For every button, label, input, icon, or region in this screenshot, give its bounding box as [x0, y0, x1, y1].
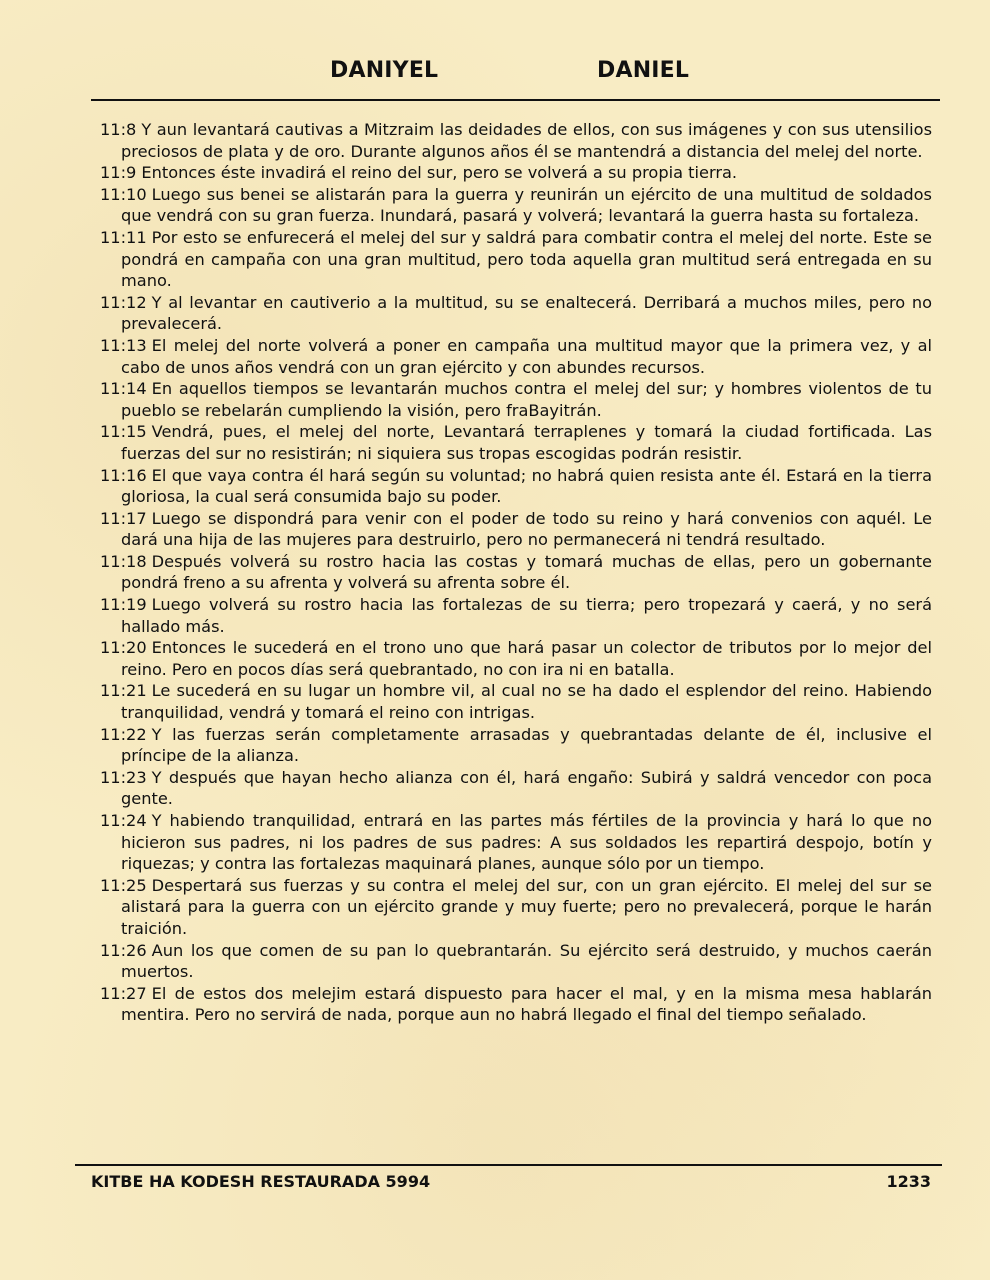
verse [100, 724, 932, 767]
verse-reference: 11:20 [100, 638, 147, 658]
verse [100, 551, 932, 594]
verse-text: El que vaya contra él hará según su voluntad; no habrá quien resista ante él. Estará en la tierra gloriosa, la cual será consumida bajo su poder. [121, 465, 932, 507]
verse-reference: 11:24 [100, 811, 147, 830]
verse-reference: 11:14 [100, 379, 147, 399]
verse-text: Por esto se enfurecerá el melej del sur y saldrá para combatir contra el melej del norte. Este se pondrá en campaña con una gran multitud, pero toda aquella gran multitud será entregada en su mano. [121, 227, 932, 291]
verse-text: Y al levantar en cautiverio a la multitud, su se enaltecerá. Derribará a muchos miles, pero no prevalecerá. [121, 292, 932, 334]
book-title-spanish: DANIEL [597, 58, 690, 83]
verse-reference: 11:25 [100, 875, 147, 895]
header-divider [91, 99, 940, 101]
verse [100, 637, 932, 680]
verse [100, 292, 932, 335]
verse-reference: 11:23 [100, 767, 147, 787]
verse-reference: 11:10 [100, 184, 147, 204]
verse [100, 508, 932, 551]
footer-title: KITBE HA KODESH RESTAURADA 5994 [91, 1172, 431, 1191]
verse [100, 378, 932, 421]
verse-text: Y las fuerzas serán completamente arrasadas y quebrantadas delante de él, inclusive el príncipe de la alianza. [121, 724, 932, 766]
verse-text: Entonces éste invadirá el reino del sur, pero se volverá a su propia tierra. [141, 163, 738, 183]
verse [100, 184, 932, 227]
verse-text: Le sucederá en su lugar un hombre vil, al cual no se ha dado el esplendor del reino. Habiendo tranquilidad, vendrá y tomará el reino con intrigas. [121, 681, 932, 723]
verse-text: Aun los que comen de su pan lo quebrantarán. Su ejército será destruido, y muchos caerán muertos. [121, 940, 932, 982]
verse-text: Después volverá su rostro hacia las costas y tomará muchas de ellas, pero un gobernante pondrá freno a su afrenta y volverá su afrenta sobre él. [121, 551, 932, 593]
verse [100, 421, 932, 464]
verse-text: Despertará sus fuerzas y su contra el melej del sur, con un gran ejército. El melej del sur se alistará para la guerra con un ejército grande y muy fuerte; pero no prevalecerá, porque le harán traición. [121, 875, 932, 938]
verse [100, 119, 932, 162]
verse [100, 767, 932, 810]
verse-text: Luego se dispondrá para venir con el poder de todo su reino y hará convenios con aquél. Le dará una hija de las mujeres para destruirlo, pero no permanecerá ni tendrá resultado. [121, 508, 932, 550]
verse-reference: 11:15 [100, 422, 147, 442]
verse-text: Luego sus benei se alistarán para la guerra y reunirán un ejército de una multitud de soldados que vendrá con su gran fuerza. Inundará, pasará y volverá; levantará la guerra hasta su fortaleza. [121, 184, 932, 226]
verse [100, 594, 932, 637]
verse-reference: 11:16 [100, 465, 147, 485]
verse-text: Y aun levantará cautivas a Mitzraim las deidades de ellos, con sus imágenes y con sus utensilios preciosos de plata y de oro. Durante algunos años él se mantendrá a distancia del melej del norte. [121, 120, 932, 161]
verse [100, 875, 932, 940]
page-header [0, 58, 990, 92]
verse [100, 680, 932, 723]
verse-reference: 11:8 [100, 120, 137, 139]
verse-reference: 11:11 [100, 227, 147, 247]
verse [100, 465, 932, 508]
verse-reference: 11:19 [100, 595, 147, 615]
verse [100, 227, 932, 292]
verse-text: El melej del norte volverá a poner en campaña una multitud mayor que la primera vez, y al cabo de unos años vendrá con un gran ejército y con abundes recursos. [121, 335, 932, 377]
verse [100, 810, 932, 875]
verse-text: Entonces le sucederá en el trono uno que hará pasar un colector de tributos por lo mejor del reino. Pero en pocos días será quebrantado, no con ira ni en batalla. [121, 638, 932, 679]
footer-divider [75, 1164, 942, 1166]
page-footer [0, 1172, 990, 1196]
page-number: 1233 [886, 1172, 931, 1191]
verse-text: Y después que hayan hecho alianza con él, hará engaño: Subirá y saldrá vencedor con poca gente. [121, 767, 932, 809]
verse-text: Vendrá, pues, el melej del norte, Levantará terraplenes y tomará la ciudad fortificada. Las fuerzas del sur no resistirán; ni siquiera sus tropas escogidas podrán resistir. [121, 422, 932, 463]
book-title-hebrew: DANIYEL [330, 58, 439, 83]
verse-text: En aquellos tiempos se levantarán muchos contra el melej del sur; y hombres violentos de tu pueblo se rebelarán cumpliendo la visión, pero fraBayitrán. [121, 379, 932, 420]
verse [100, 983, 932, 1026]
verse [100, 940, 932, 983]
verse-text: El de estos dos melejim estará dispuesto para hacer el mal, y en la misma mesa hablarán mentira. Pero no servirá de nada, porque aun no habrá llegado el final del tiempo señalado. [121, 983, 932, 1025]
verse-reference: 11:9 [100, 163, 137, 183]
verse-reference: 11:22 [100, 724, 147, 744]
verse-list [100, 119, 932, 1026]
verse-reference: 11:26 [100, 940, 147, 960]
verse-reference: 11:12 [100, 292, 147, 312]
verse-reference: 11:27 [100, 983, 147, 1003]
verse-reference: 11:18 [100, 551, 147, 571]
verse-reference: 11:13 [100, 335, 147, 355]
verse-text: Y habiendo tranquilidad, entrará en las partes más fértiles de la provincia y hará lo que no hicieron sus padres, ni los padres de sus padres: A sus soldados les repartirá despojo, botín y riquezas; y contra las fortalezas maquinará planes, aunque sólo por un tiempo. [121, 811, 932, 874]
verse-reference: 11:21 [100, 681, 147, 701]
verse-reference: 11:17 [100, 508, 147, 528]
verse [100, 162, 932, 184]
verse [100, 335, 932, 378]
verse-text: Luego volverá su rostro hacia las fortalezas de su tierra; pero tropezará y caerá, y no será hallado más. [121, 595, 932, 636]
